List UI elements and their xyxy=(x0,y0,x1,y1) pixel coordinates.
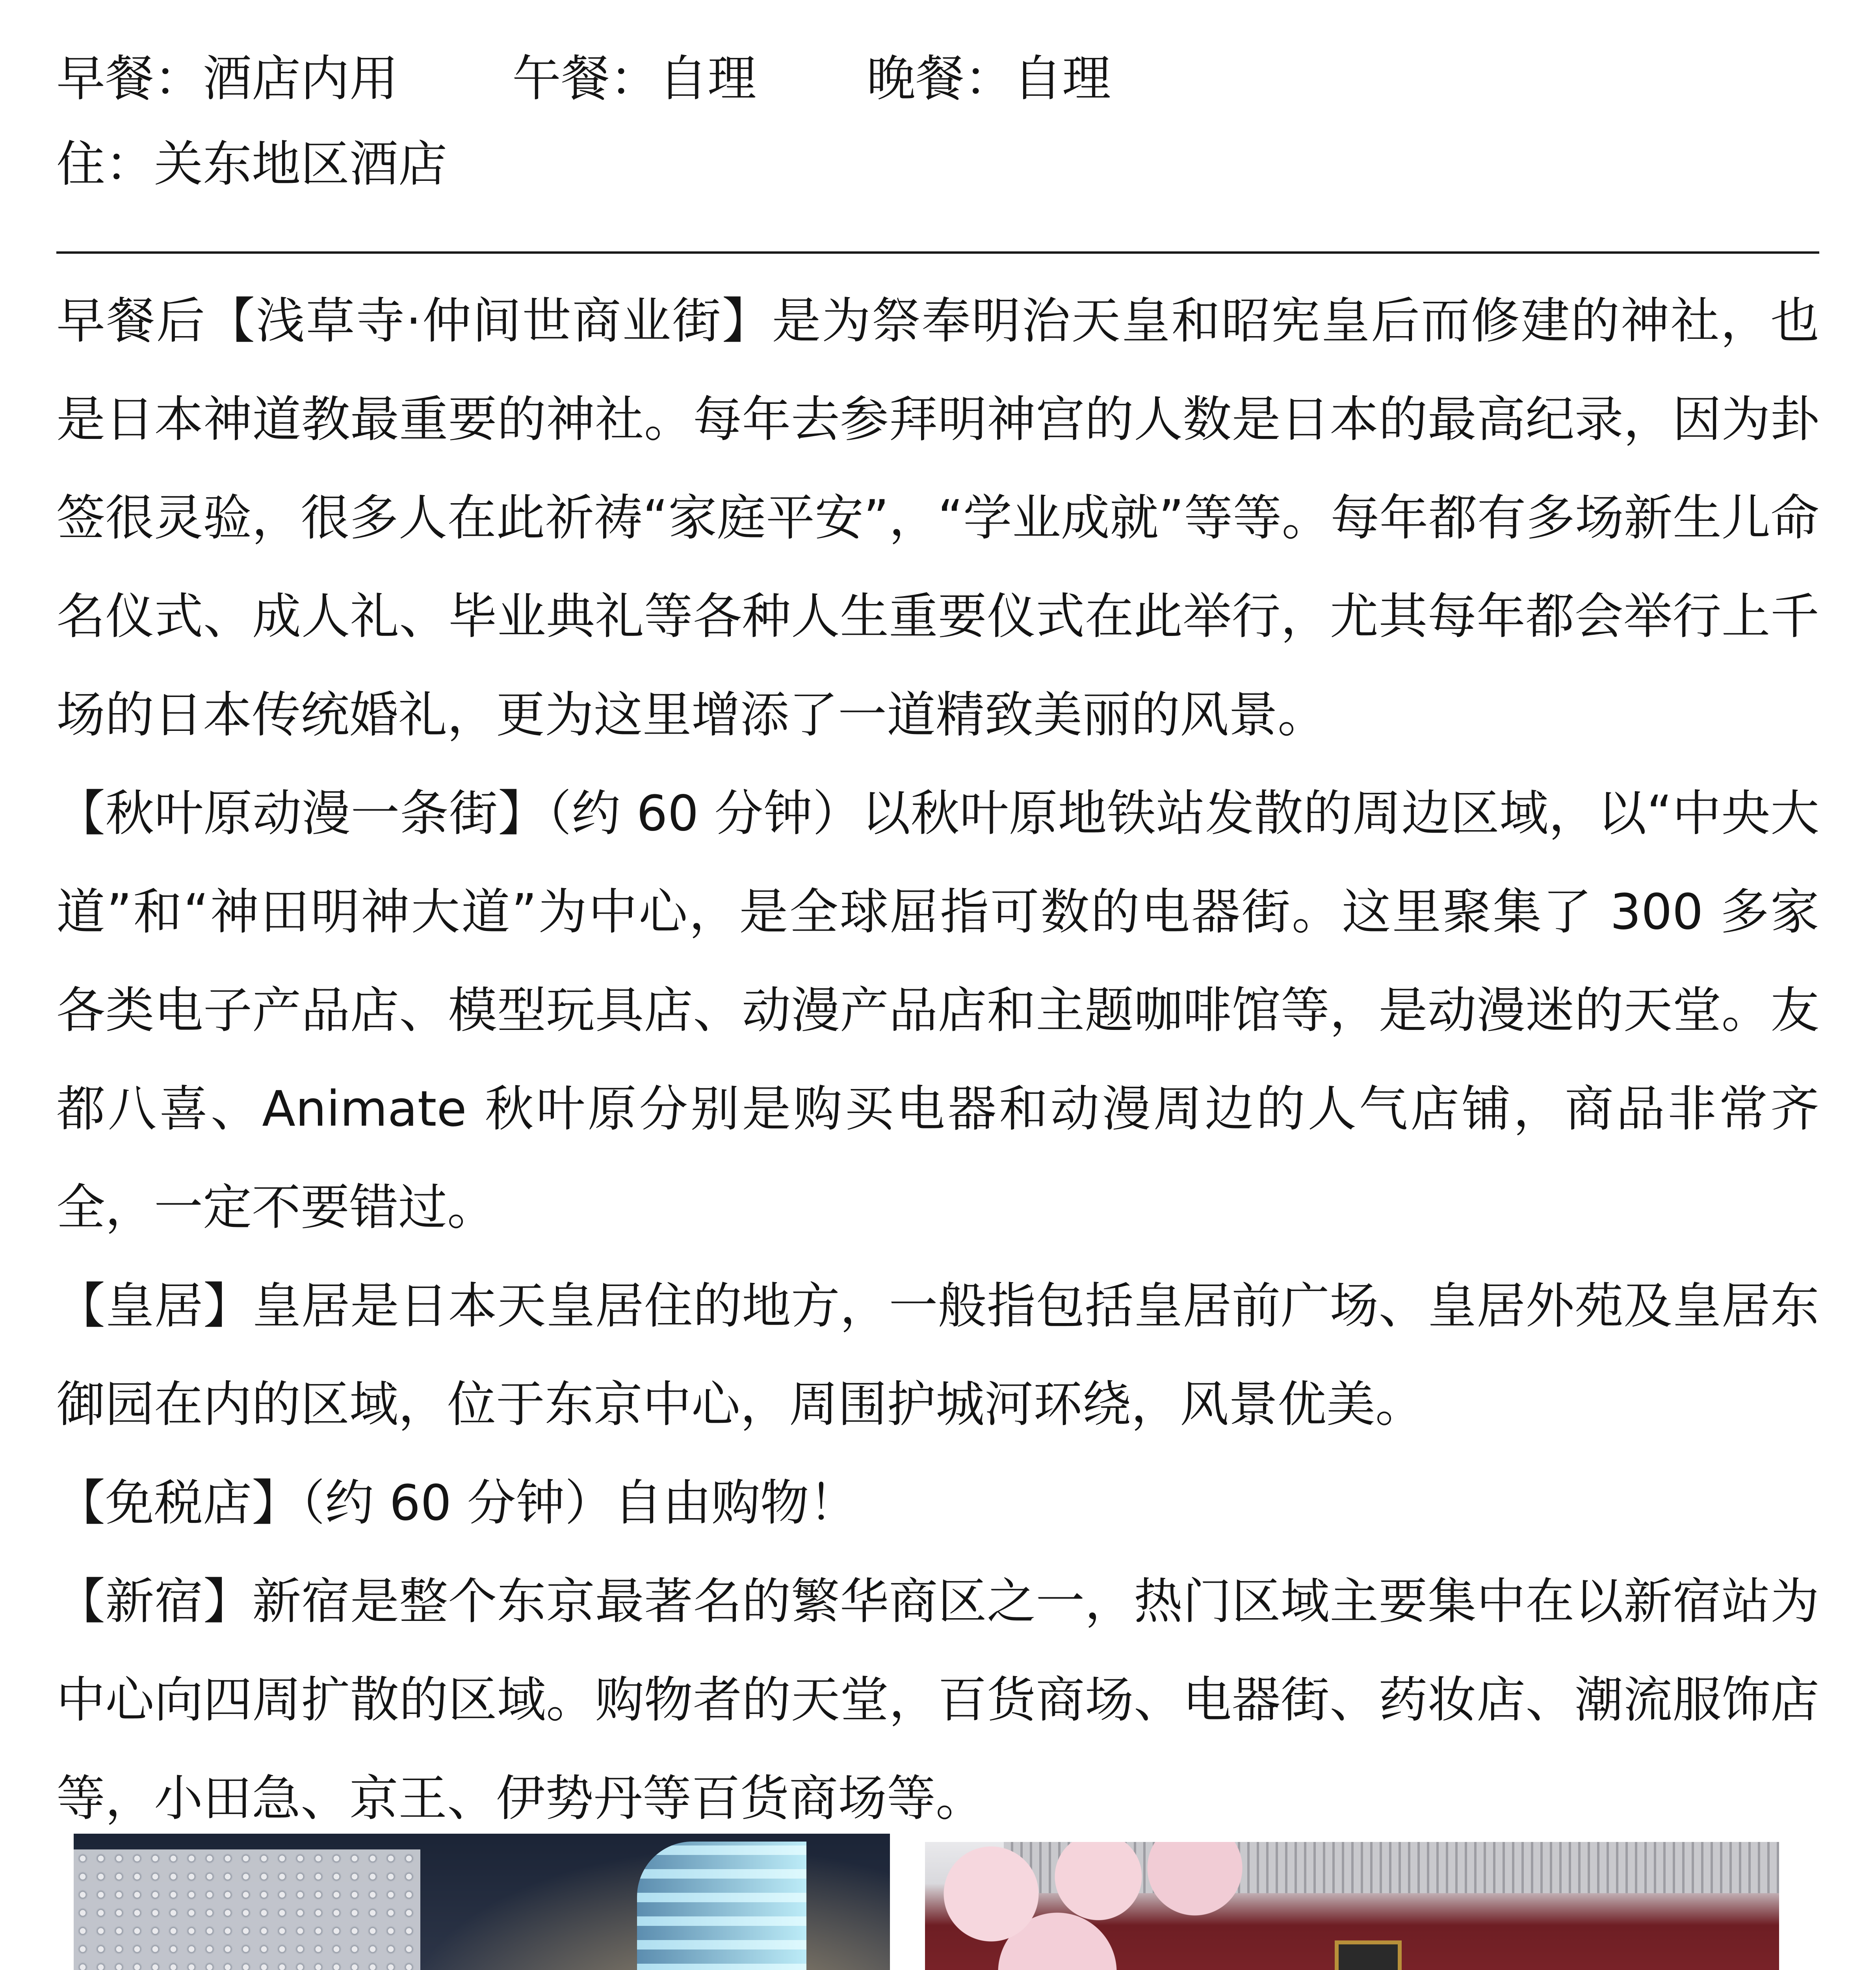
breakfast-info: 早餐：酒店内用 xyxy=(56,50,399,107)
section-divider xyxy=(56,251,1819,254)
paragraph-sensoji: 早餐后【浅草寺·仲间世商业街】是为祭奉明治天皇和昭宪皇后而修建的神社，也是日本神道教最重要的神社。每年去参拜明神宫的人数是日本的最高纪录，因为卦签很灵验，很多人在此祈祷“家庭平安”，“学业成就”等等。每年都有多场新生儿命名仪式、成人礼、毕业典礼等各种人生重要仪式在此举行，尤其每年都会举行上千场的日本传统婚礼，更为这里增添了一道精致美丽的风景。 xyxy=(56,293,1819,743)
paragraph-imperial-palace: 【皇居】皇居是日本天皇居住的地方，一般指包括皇居前广场、皇居外苑及皇居东御园在内的区域，位于东京中心，周围护城河环绕，风景优美。 xyxy=(56,1278,1819,1433)
itinerary-text xyxy=(56,272,1819,1848)
photo-building-facade xyxy=(74,1849,420,1970)
photo-glass-tower xyxy=(637,1842,806,1970)
dinner-info: 晚餐：自理 xyxy=(867,50,1111,107)
photo-cherry-blossom-top xyxy=(1043,1842,1319,1929)
photo-ginza-street xyxy=(74,1834,890,1970)
paragraph-duty-free: 【免税店】（约 60 分钟）自由购物！ xyxy=(56,1475,858,1531)
lunch-info: 午餐：自理 xyxy=(512,50,757,107)
lodging-info: 住：关东地区酒店 xyxy=(56,136,448,193)
photo-temple-plaque xyxy=(1335,1940,1402,1970)
paragraph-shinjuku: 【新宿】新宿是整个东京最著名的繁华商区之一，热门区域主要集中在以新宿站为中心向四周扩散的区域。购物者的天堂，百货商场、电器街、药妆店、潮流服饰店等，小田急、京王、伊势丹等百货商场等。 xyxy=(56,1573,1819,1827)
photo-sensoji-temple xyxy=(925,1842,1779,1970)
paragraph-akihabara: 【秋叶原动漫一条街】（约 60 分钟）以秋叶原地铁站发散的周边区域，以“中央大道”和“神田明神大道”为中心，是全球屈指可数的电器街。这里聚集了 300 多家各类电子产品店、模型玩具店、动漫产品店和主题咖啡馆等，是动漫迷的天堂。友都八喜、Animate 秋叶原分别是购买电器和动漫周边的人气店铺，商品非常齐全，一定不要错过。 xyxy=(56,785,1819,1236)
